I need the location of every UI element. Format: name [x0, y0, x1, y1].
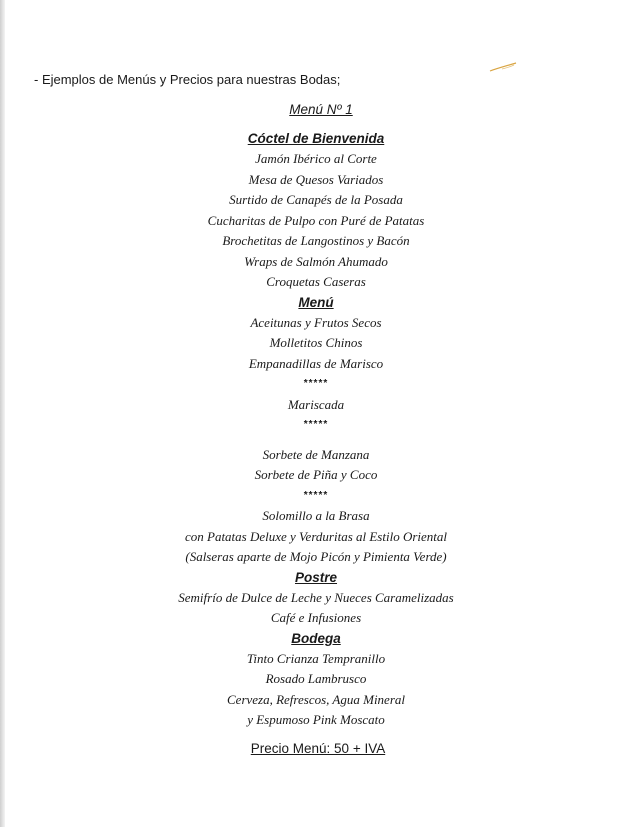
dish: Wraps de Salmón Ahumado	[244, 253, 388, 269]
section-heading-postre: Postre	[294, 569, 338, 585]
dish: Jamón Ibérico al Corte	[255, 151, 377, 166]
dish: Empanadillas de Marisco	[248, 355, 384, 371]
dish: Surtido de Canapés de la Posada	[229, 192, 403, 207]
menu-card	[0, 102, 632, 756]
dish: Semifrío de Dulce de Leche y Nueces Caramelizadas	[178, 589, 454, 605]
menu-title: Menú Nº 1	[289, 102, 353, 117]
separator: *****	[303, 378, 329, 389]
dish: Solomillo a la Brasa	[262, 508, 370, 523]
dish: Brochetitas de Langostinos y Bacón	[222, 233, 410, 248]
dish: Croquetas Caseras	[266, 274, 366, 289]
pen-mark	[488, 60, 518, 74]
dish: Mariscada	[287, 396, 345, 412]
dish: Cucharitas de Pulpo con Puré de Patatas	[207, 212, 425, 228]
separator: *****	[303, 419, 329, 430]
separator: *****	[303, 489, 329, 501]
dish: Sorbete de Piña y Coco	[254, 467, 378, 482]
dish: Aceitunas y Frutos Secos	[250, 314, 382, 330]
dish: Tinto Crianza Tempranillo	[246, 650, 386, 666]
dish: Mesa de Quesos Variados	[248, 171, 384, 187]
dish: Molletitos Chinos	[269, 335, 363, 350]
intro-line: - Ejemplos de Menús y Precios para nuestras Bodas;	[34, 72, 341, 87]
section-heading-menu: Menú	[298, 294, 334, 310]
dish: con Patatas Deluxe y Verduritas al Estilo Oriental	[184, 528, 447, 544]
section-heading-coctel: Cóctel de Bienvenida	[247, 131, 385, 146]
dish: y Espumoso Pink Moscato	[247, 712, 385, 727]
dish: Café e Infusiones	[270, 610, 362, 625]
dish: Cerveza, Refrescos, Agua Mineral	[227, 691, 405, 707]
dish: Rosado Lambrusco	[265, 671, 367, 686]
dish: Sorbete de Manzana	[262, 446, 370, 462]
dish: (Salseras aparte de Mojo Picón y Pimienta Verde)	[185, 549, 447, 564]
section-heading-bodega: Bodega	[291, 630, 341, 646]
menu-price: Precio Menú: 50 + IVA	[250, 740, 386, 756]
